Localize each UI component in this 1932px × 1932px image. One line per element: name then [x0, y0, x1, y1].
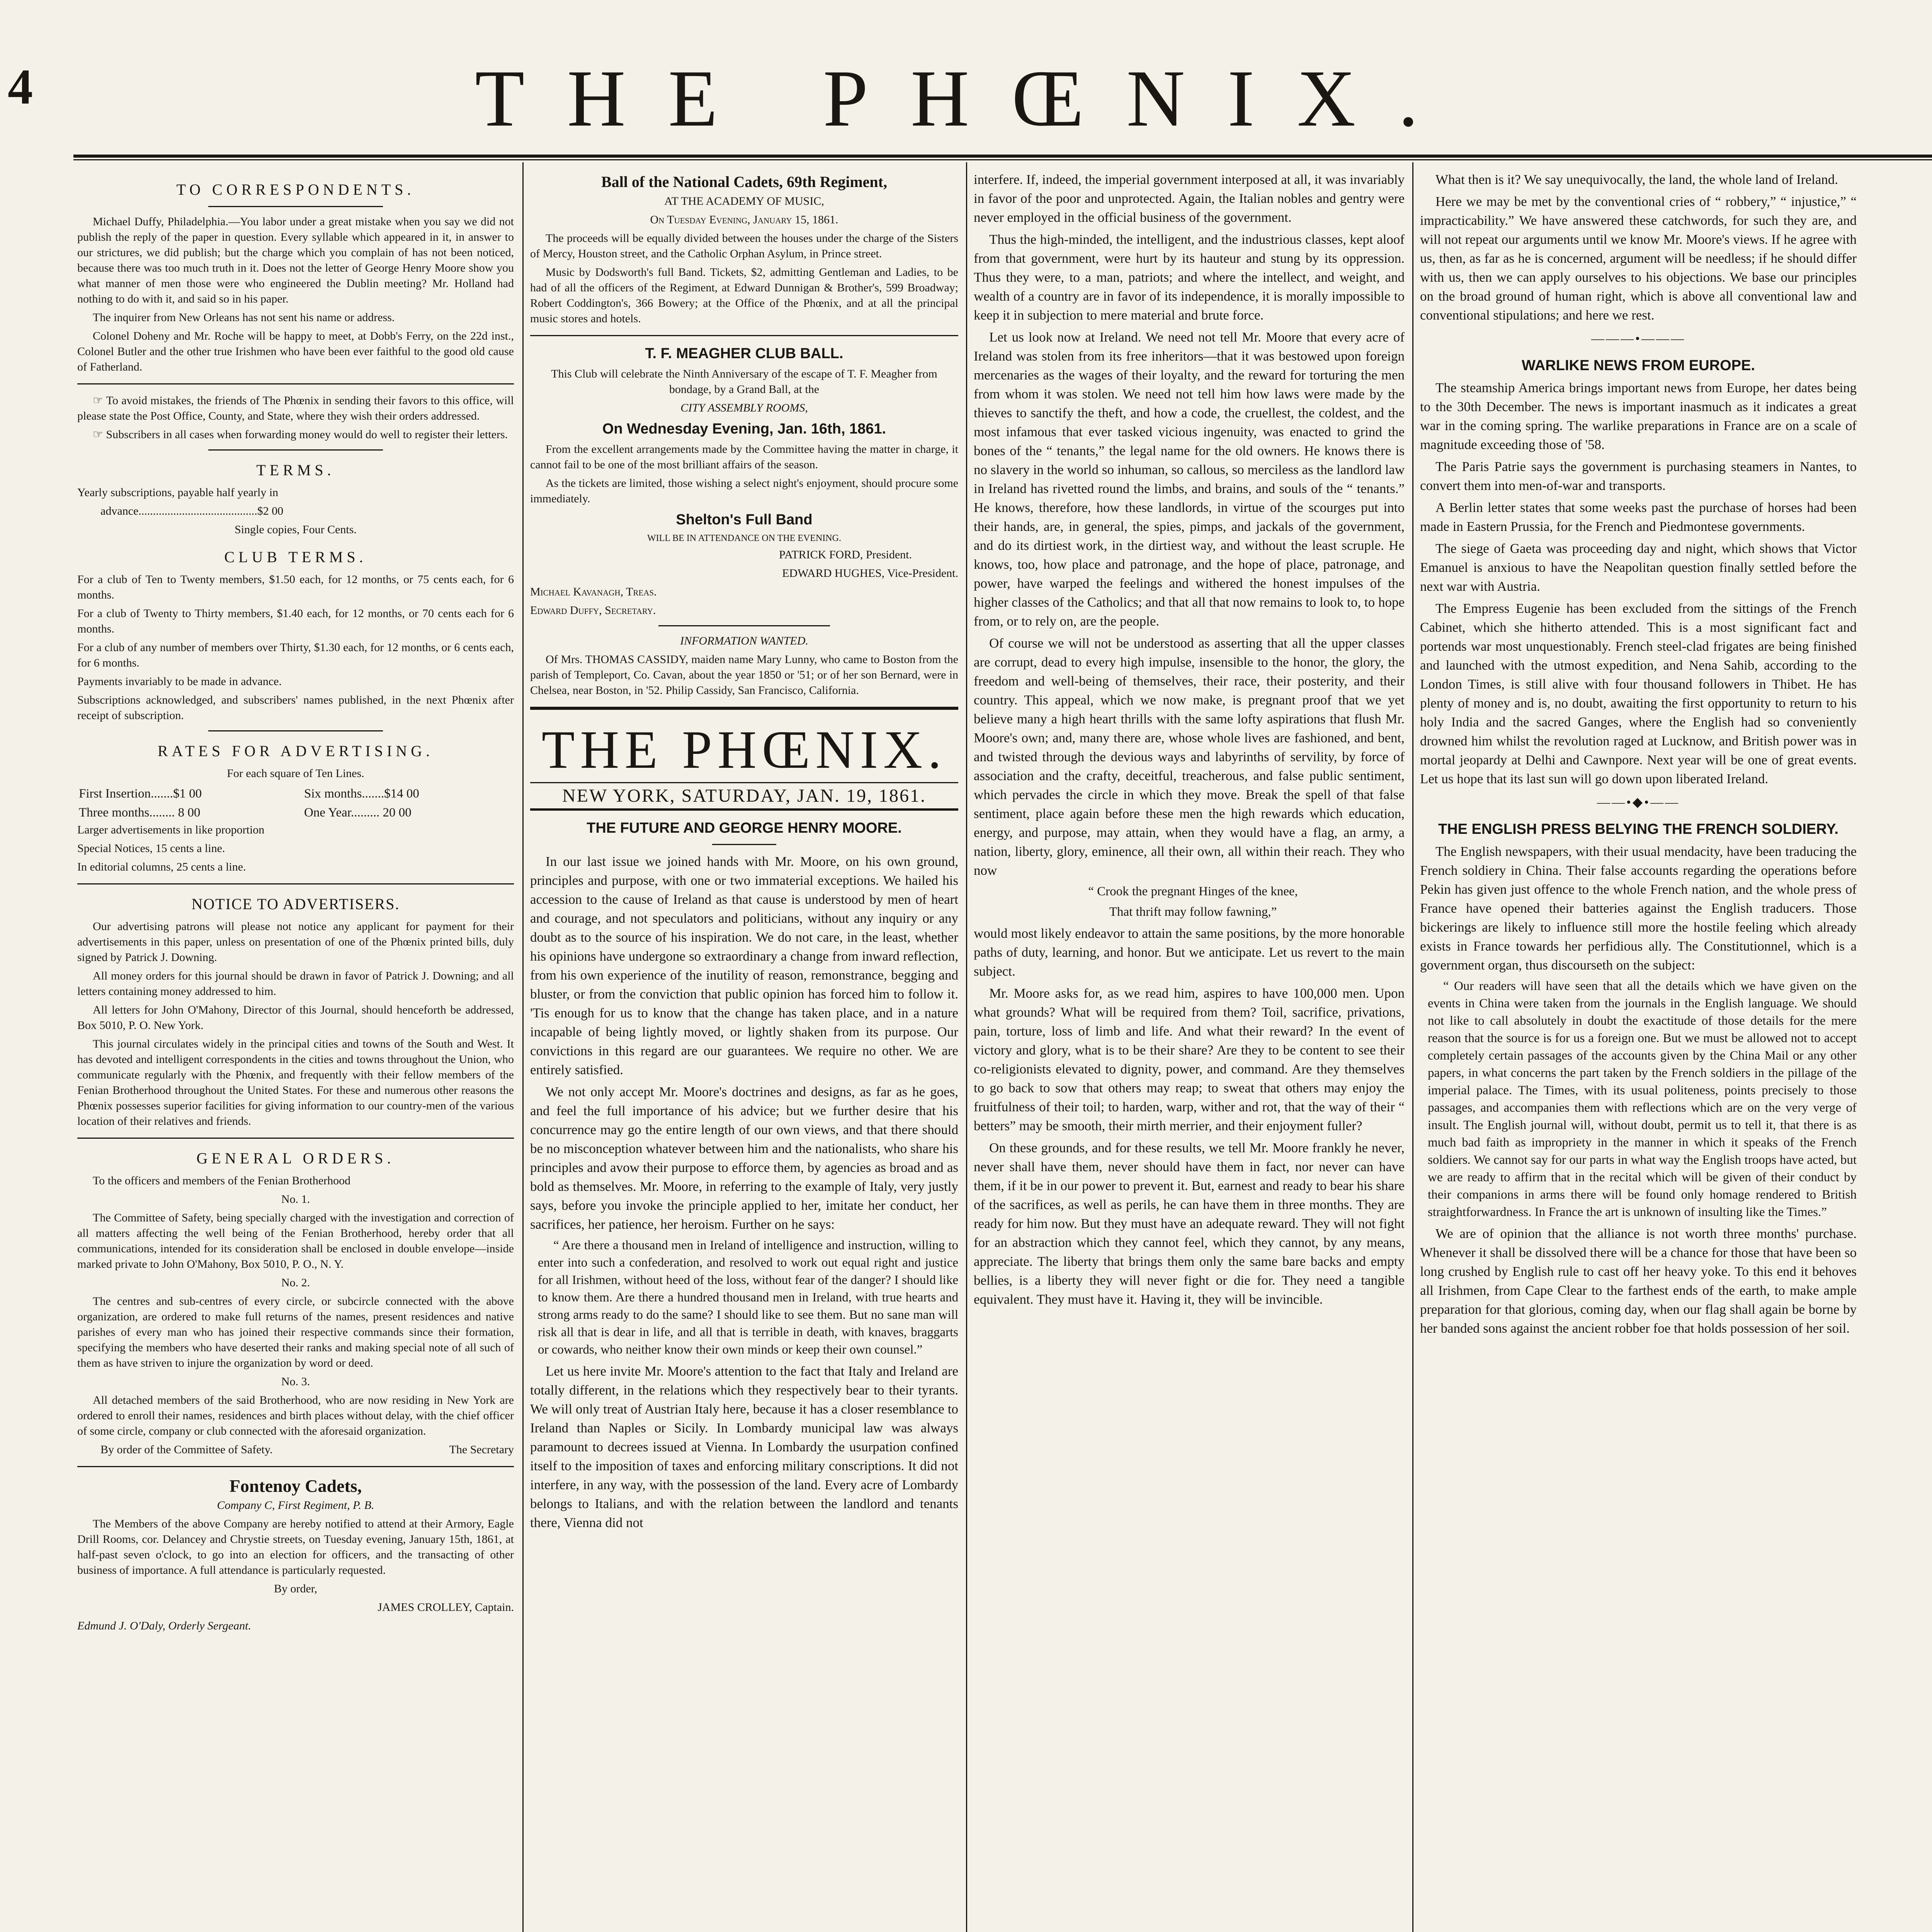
correspondents-text: The inquirer from New Orleans has not sent his name or address.: [93, 311, 395, 324]
editorial-text: We not only accept Mr. Moore's doctrines and designs, as far as he goes, and feel the full importance of his advice; but we further desire that his concurrence may go the entire length of our own views, and that there should be no misconception whatever between him and the nationalists, who share his principles and avow their purpose to efforce them, by agencies as broad and as bold as themselves. Mr. Moore, in referring to the example of Italy, very justly says, before you invoke the principle applied to her, imitate her conduct, her sacrifices, her patience, her heroism. Further on he says:: [530, 1084, 958, 1232]
editorial-text: In our last issue we joined hands with Mr. Moore, on his own ground, principles and purpose, with one or two immaterial exceptions. We hailed his accession to the cause of Ireland as that cause is understood by men of heart and courage, and not speculators and politicians, without any inquiry or any doubt as to the source of his inspiration. We do not care, in the least, whether his opinions have undergone so extraordinary a change from inward reflection, from his own experience of the inutility of reason, remonstrance, begging and bluster, or from the conviction that public opinion has forced him to follow it. 'Tis enough for us to know that the change has taken place, and in a nature incapable of being lightly moved, or lightly shaken from its purpose. Our convictions in this regard are our guarantees. We require no other. We are entirely satisfied.: [530, 854, 958, 1077]
editorial-text: would most likely endeavor to attain the same positions, by the more honorable paths of duty, learning, and honor. But we anticipate. Let us revert to the main subject.: [974, 926, 1405, 979]
meagher-treasurer: Michael Kavanagh, Treas.: [530, 585, 657, 598]
divider: [530, 808, 958, 811]
notice-text: [77, 427, 514, 442]
divider: [208, 206, 383, 207]
orders-sign-left: By order of the Committee of Safety.: [100, 1443, 273, 1456]
advertisers-text: All letters for John O'Mahony, Director of this Journal, should henceforth be addressed, Box 5010, P. O. New York.: [77, 1003, 514, 1032]
terms-text: Yearly subscriptions, payable half yearly in: [77, 486, 279, 499]
editorial-text: On these grounds, and for these results, we tell Mr. Moore frankly he never, never shall have them, never should have them in fact, nor never can have them, if it be in our power to prevent it. But, earnest and ready to bear his share of the sacrifices, as well as perils, he can have them in three months. They are ready for him now. But they must have an adequate reward. They will not fight for an abstraction which they cannot feel, which they cannot, by any means, appreciate. The liberty that brings them only the same bare backs and empty bellies, is a liberty they will never fight or die for. They need a tangible equivalent. They must have it. Having it, they will be invincible.: [974, 1140, 1405, 1307]
ball-text: Music by Dodsworth's full Band. Tickets, $2, admitting Gentleman and Ladies, to be had of all the officers of the Regiment, at Edward Dunnigan & Brother's, 599 Broadway; Robert Coddington's, 366 Bowery; at the Office of the Phœnix, and at all the principal music stores and hotels.: [530, 266, 958, 325]
rates-heading: RATES FOR ADVERTISING.: [157, 742, 434, 760]
rates-cell: Six months.......$14 00: [304, 787, 419, 801]
advertisers-text: All money orders for this journal should be drawn in favor of Patrick J. Downing; and all letters containing money addressed to him.: [77, 969, 514, 998]
meagher-heading: T. F. MEAGHER CLUB BALL.: [645, 345, 844, 362]
fontenoy-sergeant: Edmund J. O'Daly, Orderly Sergeant.: [77, 1619, 251, 1632]
meagher-band: Shelton's Full Band: [676, 512, 813, 528]
column-1: [77, 170, 514, 1932]
fontenoy-sub: Company C, First Regiment, P. B.: [217, 1499, 374, 1512]
war-news-text: A Berlin letter states that some weeks past the purchase of horses had been made in Eastern Prussia, for the French and Piedmontese governments.: [1420, 500, 1857, 534]
meagher-date: On Wednesday Evening, Jan. 16th, 1861.: [602, 421, 886, 437]
war-news-text: The siege of Gaeta was proceeding day and night, which shows that Victor Emanuel is anxious to have the Neapolitan question finally settled before the next war with Austria.: [1420, 541, 1857, 594]
divider: [77, 383, 514, 384]
divider: [77, 1138, 514, 1139]
column-rule-1: [522, 162, 524, 1932]
advertisers-text: This journal circulates widely in the principal cities and towns of the South and West. It has devoted and intelligent correspondents in the cities and towns throughout the Union, who communicate regularly with the Phœnix, and frequently with their fellow members of the Fenian Brotherhood throughout the United States. For these and numerous other reasons the Phœnix possesses superior facilities for giving information to our country-men of the various location of their relatives and friends.: [77, 1037, 514, 1128]
ball-sub: On Tuesday Evening, January 15, 1861.: [650, 213, 838, 226]
fontenoy-captain: JAMES CROLLEY, Captain.: [378, 1601, 514, 1614]
meagher-president: PATRICK FORD, President.: [779, 548, 912, 561]
column-rule-2: [966, 162, 967, 1932]
divider: [530, 335, 958, 336]
notice-address-text: To avoid mistakes, the friends of The Phœnix in sending their favors to this office, will please state the Post Office, County, and State, where they wish their orders addressed.: [77, 394, 514, 422]
meagher-text: As the tickets are limited, those wishing a select night's enjoyment, should procure some immediately.: [530, 477, 958, 505]
war-news-heading: WARLIKE NEWS FROM EUROPE.: [1522, 357, 1755, 374]
divider: [208, 449, 383, 451]
masthead-rule-top: [73, 155, 1932, 158]
ball-sub: AT THE ACADEMY OF MUSIC,: [664, 195, 824, 207]
ball-text: The proceeds will be equally divided between the houses under the charge of the Sisters of Mercy, Houston street, and the Catholic Orphan Asylum, in Prince street.: [530, 232, 958, 260]
fontenoy-heading: Fontenoy Cadets,: [229, 1476, 362, 1496]
meagher-secretary: Edward Duffy, Secretary.: [530, 604, 656, 617]
fontenoy-text: The Members of the above Company are hereby notified to attend at their Armory, Eagle Drill Rooms, cor. Delancey and Chrystie streets, on Tuesday evening, January 15th, 1861, at half-past seven o'clock, to go into an election for officers, and the transacting of other business of importance. A full attendance is particularly requested.: [77, 1517, 514, 1577]
divider: [712, 844, 776, 845]
orders-number: No. 2.: [281, 1276, 310, 1289]
war-news-text: The Empress Eugenie has been excluded from the sittings of the French Cabinet, which she hitherto attended. This is a most significant fact and portends war most unquestionably. French steel-clad frigates are being finished and launched with the utmost expedition, and Nena Sahib, according to the London Times, is still alive with four thousand followers in Thibet. He has plenty of money and is, no doubt, awaiting the first opportunity to return to his holy India and the sacred Ganges, where the English had so conveniently drowned him whilst the revolution raged at Lucknow, and British power was in mortal jeopardy at Delhi and Cawnpore. Next year will be one of great events. Let us hope that its last sun will go down upon liberated Ireland.: [1420, 601, 1857, 786]
orders-sign-right: The Secretary: [449, 1443, 514, 1456]
editorial-masthead: THE PHŒNIX.: [541, 720, 947, 780]
divider: [77, 1466, 514, 1467]
editorial-text: What then is it? We say unequivocally, the land, the whole land of Ireland.: [1435, 172, 1838, 187]
english-press-text: We are of opinion that the alliance is not worth three months' purchase. Whenever it shall be dissolved there will be a chance for those that have been so long crushed by English rule to cast off her heavy yoke. To this end it behoves all Irishmen, from Cape Clear to the farthest ends of the earth, to make ample preparation for that glorious, coming day, when our flag shall again be borne by her banded sons against the ancient robber foe that holds possession of her soil.: [1420, 1226, 1857, 1336]
club-terms-heading: CLUB TERMS.: [224, 548, 367, 566]
club-terms-text: For a club of Twenty to Thirty members, $1.40 each, for 12 months, or 70 cents each for 6 months.: [77, 607, 514, 635]
orders-text: The centres and sub-centres of every circle, or subcircle connected with the above organization, are ordered to make full returns of the names, present residences and native parishes of every man who has joined their respective commands since their formation, specifying the members who have deserted their ranks and making special note of all such of them as have striven to injure the organization by word or deed.: [77, 1295, 514, 1369]
notice-register-text: Subscribers in all cases when forwarding money would do well to register their letters.: [106, 428, 508, 441]
rates-cell: Three months........ 8 00: [79, 806, 201, 820]
orders-number: No. 1.: [281, 1193, 310, 1206]
terms-text: Single copies, Four Cents.: [235, 523, 357, 536]
wanted-text: Of Mrs. THOMAS CASSIDY, maiden name Mary Lunny, who came to Boston from the parish of Templeport, Co. Cavan, about the year 1850 or '51; or of her son Bernard, were in Chelsea, near Boston, in '52. Philip Cassidy, San Francisco, California.: [530, 653, 958, 697]
terms-text: advance.........................................$2 00: [100, 505, 284, 517]
advertisers-heading: NOTICE TO ADVERTISERS.: [191, 895, 400, 913]
column-2: [530, 170, 958, 1932]
club-terms-text: Subscriptions acknowledged, and subscribers' names published, in the next Phœnix after receipt of subscription.: [77, 694, 514, 722]
rates-cell: One Year......... 20 00: [304, 806, 412, 820]
orders-text: The Committee of Safety, being specially charged with the investigation and correction of all matters affecting the well being of the Fenian Brotherhood, hereby order that all communications, intended for its consideration shall be enclosed in double envelope—inside marked private to John O'Mahony, Box 5010, P. O., N. Y.: [77, 1211, 514, 1270]
editorial-text: Let us look now at Ireland. We need not tell Mr. Moore that every acre of Ireland was stolen from its free inheritors—that it was bestowed upon foreign mercenaries as the wages of their loyalty, and the reward for torturing the men from whom it was stolen. We need not tell him how laws were made by the thieves to sanctify the theft, and how a code, the cruellest, the coldest, and the most infamous that ever tasked vicious ingenuity, was enacted to grind the bones of the “ tenants,” the legal name for the old owners. He knows there is no slavery in the world so inhuman, so callous, so merciless as the landlord law in Ireland has rivetted round the limbs, and brains, and souls of the “ tenants.” He knows, therefore, how these landlords, in virtue of the scourges put into their hands, are, in general, the spies, pimps, and jackals of the government, and do its dirtiest work, in the dirtiest way, and without the least scruple. He knows, too, how place and patronage, and the hope of place, patronage, and power, have warped the feelings and withered the honest impulses of the higher classes of the Catholics; and that all that now remains to look to, to hope from, or to rely on, are the people.: [974, 330, 1405, 629]
meagher-text: From the excellent arrangements made by the Committee having the matter in charge, it cannot fail to be one of the most brilliant affairs of the season.: [530, 443, 958, 471]
ornament-icon: ———•———: [1591, 332, 1685, 346]
orders-number: No. 3.: [281, 1375, 310, 1388]
terms-heading: TERMS.: [256, 461, 335, 479]
page-number: 4: [8, 59, 33, 115]
editorial-text: Thus the high-minded, the intelligent, and the industrious classes, kept aloof from that government, were hurt by its hauteur and stung by its oppression. Thus they were, to a man, patriots; and where the intellect, and weight, and wealth of a country are in favor of its independence, it is morally impossible to keep it in subjection to mere material and brute force.: [974, 232, 1405, 323]
war-news-text: The Paris Patrie says the government is purchasing steamers in Nantes, to convert them into men-of-war and transports.: [1420, 459, 1857, 493]
correspondents-heading: TO CORRESPONDENTS.: [176, 181, 415, 198]
meagher-text: This Club will celebrate the Ninth Anniversary of the escape of T. F. Meagher from bondage, by a Grand Ball, at the: [551, 367, 937, 396]
editorial-verse: “ Crook the pregnant Hinges of the knee,: [1088, 884, 1298, 898]
english-press-quote: “ Our readers will have seen that all the details which we have given on the events in China were taken from the journals in the English language. We should not like to call absolutely in doubt the exactitude of those details for the mere reason that the source is for us a foreign one. But we must be allowed not to accept completely certain passages of the accounts given by the China Mail or any other papers, in what concerns the part taken by the French soldiers in the pillage of the imperial palace. The Times, with its usual politeness, points precisely to those passages, and accompanies them with reflections which are on the very verge of insult. The English journal will, without doubt, permit us to tell it, that there is as much bad faith as impropriety in the manner in which it speaks of the French soldiers. We cannot say for our parts in what way the English troops have acted, but we are ready to affirm that in the recital which will be given of their conduct by their companions in arms there will be found only homage rendered to British straightforwardness. In France the art is unknown of insulting like the Times.”: [1428, 979, 1857, 1219]
divider: [658, 625, 830, 626]
pointing-hand-icon: ☞: [93, 394, 106, 407]
divider: [208, 730, 383, 731]
rates-table: [77, 784, 514, 822]
rates-text: For each square of Ten Lines.: [227, 767, 364, 780]
column-3: [974, 170, 1405, 1932]
dateline: NEW YORK, SATURDAY, JAN. 19, 1861.: [562, 786, 927, 806]
editorial-text: interfere. If, indeed, the imperial government interposed at all, it was invariably in favor of the poor and unprotected. Again, the Italian nobles and gentry were never employed in the official business of the government.: [974, 172, 1405, 225]
rates-text: In editorial columns, 25 cents a line.: [77, 861, 246, 873]
orders-text: To the officers and members of the Fenian Brotherhood: [93, 1174, 351, 1187]
meagher-venue: CITY ASSEMBLY ROOMS,: [680, 401, 808, 414]
column-4: [1420, 170, 1857, 1932]
english-press-text: The English newspapers, with their usual mendacity, have been traducing the French soldiery in China. Their false accounts regarding the operations before Pekin has given just offence to the whole French nation, and the whole press of France have opened their batteries against the English traducers. Those bickerings are likely to influence still more the hostile feeling which already exists in France towards her perfidious ally. The Constitutionnel, which is a government organ, thus discourseth on the subject:: [1420, 844, 1857, 973]
rates-text: Larger advertisements in like proportion: [77, 823, 265, 836]
divider: [77, 883, 514, 884]
orders-text: All detached members of the said Brotherhood, who are now residing in New York are ordered to enroll their names, residences and birth places without delay, with the chief officer of some circle, company or club connected with the aforesaid organization.: [77, 1394, 514, 1437]
advertisers-text: Our advertising patrons will please not notice any applicant for payment for their advertisements in this paper, unless on presentation of one of the Phœnix printed bills, duly signed by Patrick J. Downing.: [77, 920, 514, 964]
club-terms-text: Payments invariably to be made in advance.: [77, 675, 282, 688]
rates-cell: First Insertion.......$1 00: [79, 787, 202, 801]
notice-text: [77, 393, 514, 424]
divider: [530, 782, 958, 783]
english-press-heading: THE ENGLISH PRESS BELYING THE FRENCH SOLDIERY.: [1438, 821, 1838, 837]
meagher-band-sub: WILL BE IN ATTENDANCE ON THE EVENING.: [647, 533, 841, 543]
editorial-text: Here we may be met by the conventional cries of “ robbery,” “ injustice,” “ impracticability.” We have answered these catchwords, for such they are, and will not repeat our arguments until we know Mr. Moore's views. If he agree with us, then, as far as he is concerned, argument will be needless; if he should differ with us, then we can apply ourselves to his objections. We base our principles on the broad ground of human right, which is above all conventional law and conventional stipulations; and here we rest.: [1420, 194, 1857, 323]
ornament-icon: ——•◆•——: [1597, 795, 1680, 810]
correspondents-text: Michael Duffy, Philadelphia.—You labor under a great mistake when you say we did not publish the reply of the paper in question. Every syllable which appeared in it, in answer to our strictures, we did publish; but the charge which you complain of has not been noticed, because there was too much truth in it. Does not the letter of George Henry Moore show you what manner of men those were who engineered the Dublin meeting? Mr. Holland had nothing to do with it, and said so in his paper.: [77, 215, 514, 305]
editorial-quote: “ Are there a thousand men in Ireland of intelligence and instruction, willing to enter into such a confederation, and resolved to work out equal right and justice for all Irishmen, without heed of the loss, without fear of the danger? I should like to know them. Are there a hundred thousand men in Ireland, with true hearts and strong arms ready to do the same? I should like to see them. But no sane man will risk all that is dear in life, and all that is terrible in death, with knaves, braggarts or cowards, who neither know their own minds or keep their own counsel.”: [538, 1238, 958, 1357]
editorial-heading: THE FUTURE AND GEORGE HENRY MOORE.: [587, 820, 902, 836]
orders-heading: GENERAL ORDERS.: [196, 1150, 395, 1167]
ball-heading: Ball of the National Cadets, 69th Regiment,: [601, 173, 887, 190]
club-terms-text: For a club of Ten to Twenty members, $1.50 each, for 12 months, or 75 cents each, for 6 months.: [77, 573, 514, 601]
masthead-rule-bottom: [73, 159, 1932, 160]
war-news-text: The steamship America brings important news from Europe, her dates being to the 30th December. The news is important inasmuch as it indicates a great war in the coming spring. The warlike preparations in France are on a scale of magnitude exceeding those of '58.: [1420, 380, 1857, 452]
masthead: THE PHŒNIX.: [475, 54, 1461, 143]
pointing-hand-icon: ☞: [93, 428, 106, 441]
rates-text: Special Notices, 15 cents a line.: [77, 842, 225, 855]
editorial-text: Of course we will not be understood as asserting that all the upper classes are corrupt, dead to every high impulse, insensible to the honor, the glory, the freedom and well-being of themselves, their race, their posterity, and their country. This appeal, which we now make, is pregnant proof that we yet believe many a high heart thrills with the same lofty aspirations that flush Mr. Moore's own; and, many there are, whose whole lives are fashioned, and bent, and twisted through the devious ways and labyrinths of servility, by force of association and the crafty, deceitful, treacherous, and false public sentiment, which pervades the circle in which they move. Break the spell of that false sentiment, place again before these men the high rewards which education, energy, and purpose, may attain, when they would have a flag, an army, a nation, liberty, glory, eminence, all their own, all within their reach. They who now: [974, 636, 1405, 878]
meagher-vice-president: EDWARD HUGHES, Vice-President.: [782, 567, 958, 580]
column-rule-3: [1412, 162, 1413, 1932]
wanted-heading: INFORMATION WANTED.: [680, 634, 808, 647]
editorial-verse: That thrift may follow fawning,”: [1109, 905, 1277, 919]
editorial-text: Mr. Moore asks for, as we read him, aspires to have 100,000 men. Upon what grounds? What will be required from them? Toil, sacrifice, privations, pain, torture, loss of limb and life. And what their reward? In the event of victory and glory, what is to be their share? Are they to be content to see their co-religionists elevated to dignity, power, and command. Are they themselves to go back to sow that others may reap; to sweat that others may enjoy the fruitfulness of their toil; to harden, warp, wither and rot, that the way of their “ betters” may be smooth, their mirth merrier, and their enjoyment fuller?: [974, 986, 1405, 1133]
club-terms-text: For a club of any number of members over Thirty, $1.30 each, for 12 months, or 6 cents each, for 6 months.: [77, 641, 514, 669]
divider: [530, 707, 958, 710]
correspondents-text: Colonel Doheny and Mr. Roche will be happy to meet, at Dobb's Ferry, on the 22d inst., Colonel Butler and the other true Irishmen who have been ever faithful to the good old cause of Fatherland.: [77, 330, 514, 373]
fontenoy-text: By order,: [274, 1582, 318, 1595]
orders-signature: [77, 1442, 514, 1458]
editorial-text: Let us here invite Mr. Moore's attention to the fact that Italy and Ireland are totally different, in the relations which they respectively bear to their tyrants. We will only treat of Austrian Italy here, because it has a closer resemblance to Ireland than Naples or Sicily. In Lombardy municipal law was always paramount to decrees issued at Vienna. In Lombardy the usurpation confined itself to the imposition of taxes and enforcing military conscriptions. It did not interfere, in any way, with the possession of the land. Every acre of Lombardy belongs to Italians, and with the relation between the landlord and tenants there, Vienna did not: [530, 1364, 958, 1530]
